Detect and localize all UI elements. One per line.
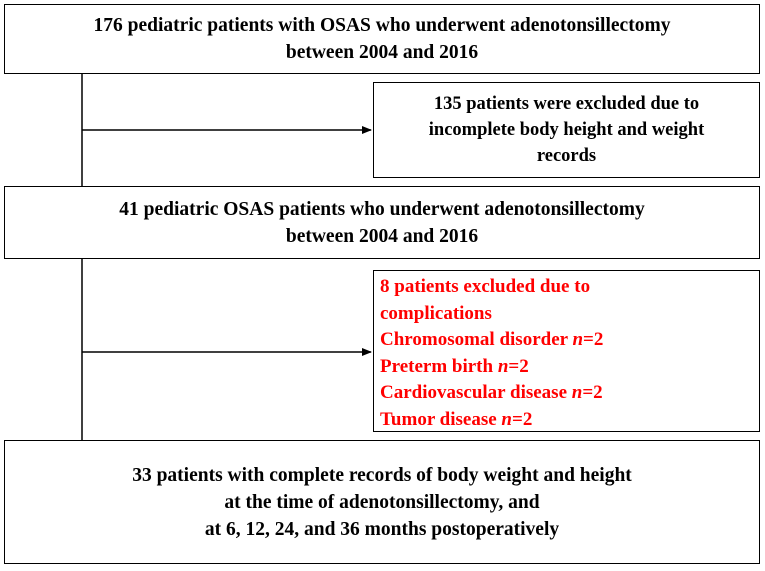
complications-heading-line-2: complications [380,302,492,324]
n-symbol: n [572,329,584,350]
n-value: =2 [582,382,603,403]
complication-item-cardiovascular [380,380,759,407]
n-symbol: n [571,382,583,403]
complication-item-tumor [380,407,759,434]
final-cohort-box [4,440,760,564]
n-value: =2 [583,329,604,350]
exclusion-incomplete-records-box [373,82,760,178]
final-cohort-line-2: at the time of adenotonsillectomy, and [224,491,540,513]
final-cohort-line-1: 33 patients with complete records of body weight and height [132,464,632,486]
complication-item-preterm [380,354,759,381]
complication-label: Preterm birth [380,355,498,377]
complication-label: Cardiovascular disease [380,382,572,403]
initial-cohort-box [4,4,760,74]
n-symbol: n [501,408,512,430]
n-value: =2 [508,355,529,377]
intermediate-cohort-box [4,186,760,259]
final-cohort-line-3: at 6, 12, 24, and 36 months postoperatively [204,518,560,540]
exclusion-incomplete-line-2: incomplete body height and weight [428,120,705,140]
complications-heading-line-1: 8 patients excluded due to [380,276,591,297]
complication-label: Tumor disease [380,408,502,430]
exclusion-complications-box [373,270,760,432]
n-symbol: n [497,355,509,377]
exclusion-incomplete-line-3: records [536,146,597,166]
complication-label: Chromosomal disorder [380,329,573,350]
initial-cohort-line-1: 176 pediatric patients with OSAS who underwent adenotonsillectomy [93,15,671,36]
n-value: =2 [512,408,533,430]
intermediate-cohort-line-1: 41 pediatric OSAS patients who underwent adenotonsillectomy [119,198,645,220]
exclusion-incomplete-line-1: 135 patients were excluded due to [433,94,700,114]
complication-item-chromosomal [380,327,759,354]
initial-cohort-line-2: between 2004 and 2016 [285,42,479,63]
intermediate-cohort-line-2: between 2004 and 2016 [285,225,479,247]
